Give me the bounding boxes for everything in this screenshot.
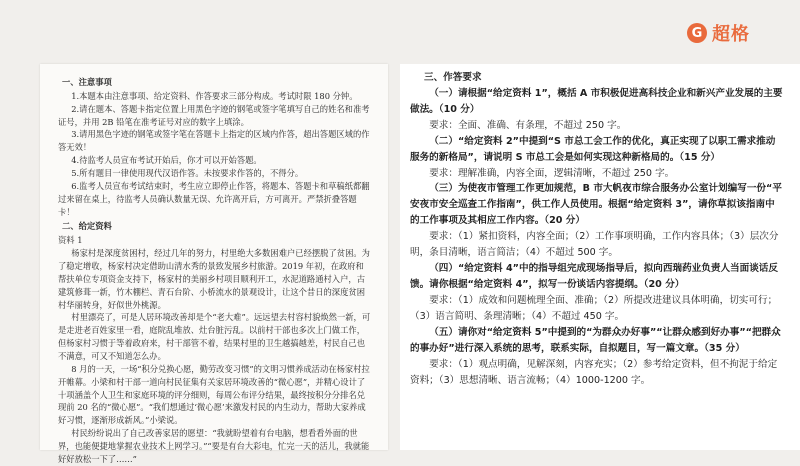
material-paragraph: 村里漂亮了，可是人居环境改善却是个“老大难”。远远望去村容村貌焕然一新，可是走进老百姓家里一看，庭院乱堆放、灶台脏污乱。以前村干部也多次上门做工作，但杨家村习惯于等着政府来，村干部管不着，结果村里的卫生越搞越差，村民自己也不满意，可又不知道怎么办。: [58, 312, 371, 362]
question-requirement: 要求：全面、准确、有条理，不超过 250 字。: [429, 119, 627, 131]
question-3: [410, 181, 784, 229]
brand-name: 超格: [712, 24, 750, 45]
question-prompt: （五）请你对“给定资料 5”中提到的“为群众办好事”“让群众感到好办事”“把群众的事办好”进行深入系统的思考，联系实际，自拟题目，写一篇文章。: [410, 326, 781, 354]
question-4: [410, 261, 784, 293]
requirements-title: 三、作答要求: [424, 72, 482, 83]
question-1: [410, 86, 784, 118]
question-prompt: （四）“给定资料 4”中的指导组完成现场指导后，拟向西瑞药业负责人当面谈话反馈。请你根据“给定资料 4”，拟写一份谈话内容提纲。: [410, 263, 778, 290]
question-requirement: 要求：理解准确，内容全面，逻辑清晰，不超过 250 字。: [429, 167, 675, 179]
answer-requirements-page: [400, 64, 800, 450]
material-paragraph: 村民纷纷说出了自己改善家居的愿望：“我就盼望着有台电脑，想看看外面的世界，也能便捷地掌握农业技术上网学习。”“要是有台大彩电，忙完一天的活儿，我就能好好放松一下了……”: [58, 428, 370, 464]
notes-title: 一、注意事项: [62, 77, 112, 87]
question-score: （15 分）: [679, 151, 721, 163]
exam-materials-page: [40, 64, 388, 464]
question-requirement: 要求：（1）紧扣资料，内容全面；（2）工作事项明确，工作内容具体；（3）层次分明，条目清晰，语言简洁；（4）不超过 500 字。: [410, 231, 779, 259]
question-score: （35 分）: [704, 342, 745, 354]
brand-logo-icon: G: [687, 23, 707, 43]
question-prompt: （二）“给定资料 2”中提到“S 市总工会工作的优化，真正实现了以职工需求推动服务的新格局”，请说明 S 市总工会是如何实现这种新格局的。: [410, 135, 776, 163]
note-item: 6.监考人员宣布考试结束时，考生应立即停止作答，将题本、答题卡和草稿纸都翻过来留在桌上，待监考人员确认数量无误、允许离开后，方可离开。严禁折叠答题卡！: [58, 180, 370, 217]
question-requirement: 要求：（1）成效和问题梳理全面、准确；（2）所提改进建议具体明确，切实可行；（3）语言简明、条理清晰；（4）不超过 450 字。: [410, 294, 778, 322]
question-5: [410, 325, 784, 357]
note-item: 1.本题本由注意事项、给定资料、作答要求三部分构成。考试时限 180 分钟。: [71, 90, 358, 101]
question-2: [410, 134, 784, 166]
material-label: 资料 1: [58, 235, 83, 246]
brand-logo: [687, 20, 750, 46]
note-item: 5.所有题目一律使用现代汉语作答。未按要求作答的，不得分。: [71, 168, 304, 179]
question-prompt: （三）为使夜市管理工作更加规范，B 市大帆夜市综合服务办公室计划编写一份“平安夜市安全巡查工作指南”，供工作人员使用。根据“给定资料 3”，请你草拟该指南中的工作事项及其相应工作内容。: [410, 183, 782, 227]
question-prompt: （一）请根据“给定资料 1”，概括 A 市积极促进高科技企业和新兴产业发展的主要做法。: [410, 87, 783, 115]
material-paragraph: 杨家村是深度贫困村，经过几年的努力，村里绝大多数困难户已经摆脱了贫困。为了稳定增收，杨家村决定借助山清水秀的景致发展乡村旅游。2019 年初，在政府和帮扶单位专项资金支持下，杨家村的美丽乡村项目顺利开工，水泥道路通村入户，古建筑修葺一新，竹木棚栏、青石台阶、小桥流水的景观设计，让这个昔日的深度贫困村华丽转身，好似世外桃源。: [58, 248, 370, 310]
note-item: 2.请在题本、答题卡指定位置上用黑色字迹的钢笔或签字笔填写自己的姓名和准考证号，并用 2B 铅笔在准考证号对应的数字上填涂。: [58, 103, 370, 127]
question-score: （10 分）: [438, 103, 480, 115]
material-paragraph: 8 月的一天，一场“积分兑换心愿，勤劳改变习惯”的文明习惯养成活动在杨家村拉开帷幕。小梁和村干部一道向村民征集有关家居环境改善的“微心愿”，并精心设计了十项涵盖个人卫生和家庭环境的评分细则，每周公布评分结果，最终按积分分排名兑现前 20 名的“微心愿”。“我们想通过‘微心愿’来激发村民的内生动力，帮助大家养成好习惯，逐渐形成新风。”小梁说。: [58, 363, 370, 426]
question-score: （20 分）: [544, 215, 585, 227]
note-item: 3.请用黑色字迹的钢笔或签字笔在答题卡上指定的区域内作答，超出答题区域的作答无效！: [58, 129, 370, 153]
note-item: 4.待监考人员宣布考试开始后，你才可以开始答题。: [71, 155, 262, 166]
question-score: （20 分）: [643, 278, 685, 290]
question-requirement: 要求：（1）观点明确，见解深刻，内容充实；（2）参考给定资料，但不拘泥于给定资料；（3）思想清晰、语言流畅；（4）1000-1200 字。: [410, 358, 778, 386]
materials-title: 二、给定资料: [62, 221, 112, 232]
